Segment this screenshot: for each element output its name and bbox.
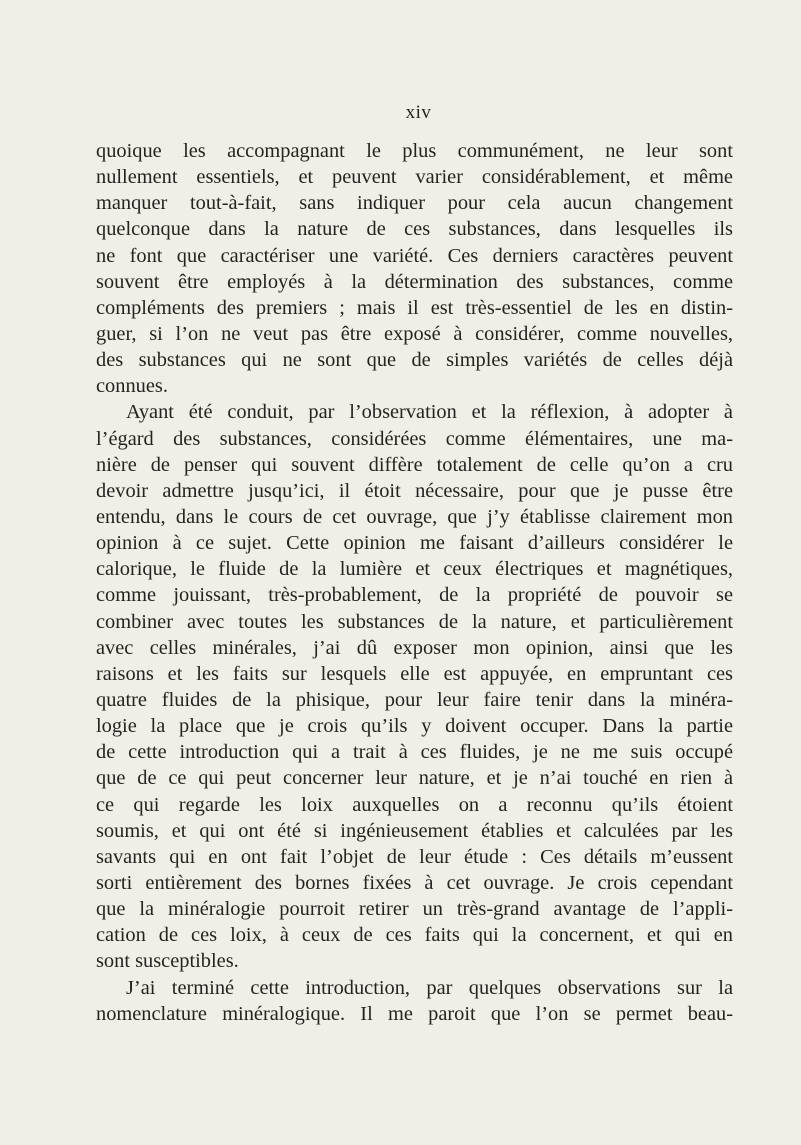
text-line: savants qui en ont fait l’objet de leur étude : Ces détails m’eussent bbox=[96, 845, 733, 868]
text-line: des substances qui ne sont que de simples variétés de celles déjà bbox=[96, 349, 733, 372]
text-line: nière de penser qui souvent diffère totalement de celle qu’on a cru bbox=[96, 453, 733, 476]
body-text bbox=[96, 138, 733, 1027]
text-line: que la minéralogie pourroit retirer un très-grand avantage de l’appli- bbox=[96, 898, 733, 921]
text-line: logie la place que je crois qu’ils y doivent occuper. Dans la partie bbox=[96, 715, 733, 738]
text-line: que de ce qui peut concerner leur nature, et je n’ai touché en rien à bbox=[96, 767, 733, 790]
text-line: guer, si l’on ne veut pas être exposé à considérer, comme nouvelles, bbox=[96, 322, 733, 345]
text-line: ce qui regarde les loix auxquelles on a reconnu qu’ils étoient bbox=[96, 793, 733, 816]
text-line: J’ai terminé cette introduction, par quelques observations sur la bbox=[126, 976, 733, 999]
text-line: de cette introduction qui a trait à ces fluides, je ne me suis occupé bbox=[96, 741, 733, 764]
text-line: Ayant été conduit, par l’observation et la réflexion, à adopter à bbox=[126, 401, 733, 424]
text-line: combiner avec toutes les substances de la nature, et particulièrement bbox=[96, 610, 733, 633]
text-line: entendu, dans le cours de cet ouvrage, que j’y établisse clairement mon bbox=[96, 505, 733, 528]
text-line: souvent être employés à la détermination des substances, comme bbox=[96, 270, 733, 293]
text-line: soumis, et qui ont été si ingénieusement établies et calculées par les bbox=[96, 819, 733, 842]
text-line: quoique les accompagnant le plus communément, ne leur sont bbox=[96, 140, 733, 162]
page-number: xiv bbox=[405, 102, 432, 123]
text-line: raisons et les faits sur lesquels elle est appuyée, en empruntant ces bbox=[96, 662, 733, 685]
text-line: opinion à ce sujet. Cette opinion me faisant d’ailleurs considérer le bbox=[96, 532, 733, 555]
text-line: manquer tout-à-fait, sans indiquer pour cela aucun changement bbox=[96, 192, 733, 215]
text-line: connues. bbox=[96, 375, 168, 398]
text-line: sorti entièrement des bornes fixées à cet ouvrage. Je crois cependant bbox=[96, 871, 733, 894]
text-line: nullement essentiels, et peuvent varier considérablement, et même bbox=[96, 166, 733, 189]
text-line: compléments des premiers ; mais il est très-essentiel de les en distin- bbox=[96, 296, 733, 319]
text-line: nomenclature minéralogique. Il me paroit que l’on se permet beau- bbox=[96, 1002, 733, 1025]
text-line: avec celles minérales, j’ai dû exposer mon opinion, ainsi que les bbox=[96, 636, 733, 659]
text-line: calorique, le fluide de la lumière et ceux électriques et magnétiques, bbox=[96, 558, 733, 581]
text-line: quelconque dans la nature de ces substances, dans lesquelles ils bbox=[96, 218, 733, 241]
text-line: cation de ces loix, à ceux de ces faits qui la concernent, et qui en bbox=[96, 924, 733, 947]
text-line: devoir admettre jusqu’ici, il étoit nécessaire, pour que je pusse être bbox=[96, 479, 733, 502]
text-line: sont susceptibles. bbox=[96, 950, 239, 973]
text-line: comme jouissant, très-probablement, de la propriété de pouvoir se bbox=[96, 584, 733, 607]
text-line: ne font que caractériser une variété. Ces derniers caractères peuvent bbox=[96, 244, 733, 267]
text-line: l’égard des substances, considérées comme élémentaires, une ma- bbox=[96, 427, 733, 450]
text-line: quatre fluides de la phisique, pour leur faire tenir dans la minéra- bbox=[96, 688, 733, 711]
